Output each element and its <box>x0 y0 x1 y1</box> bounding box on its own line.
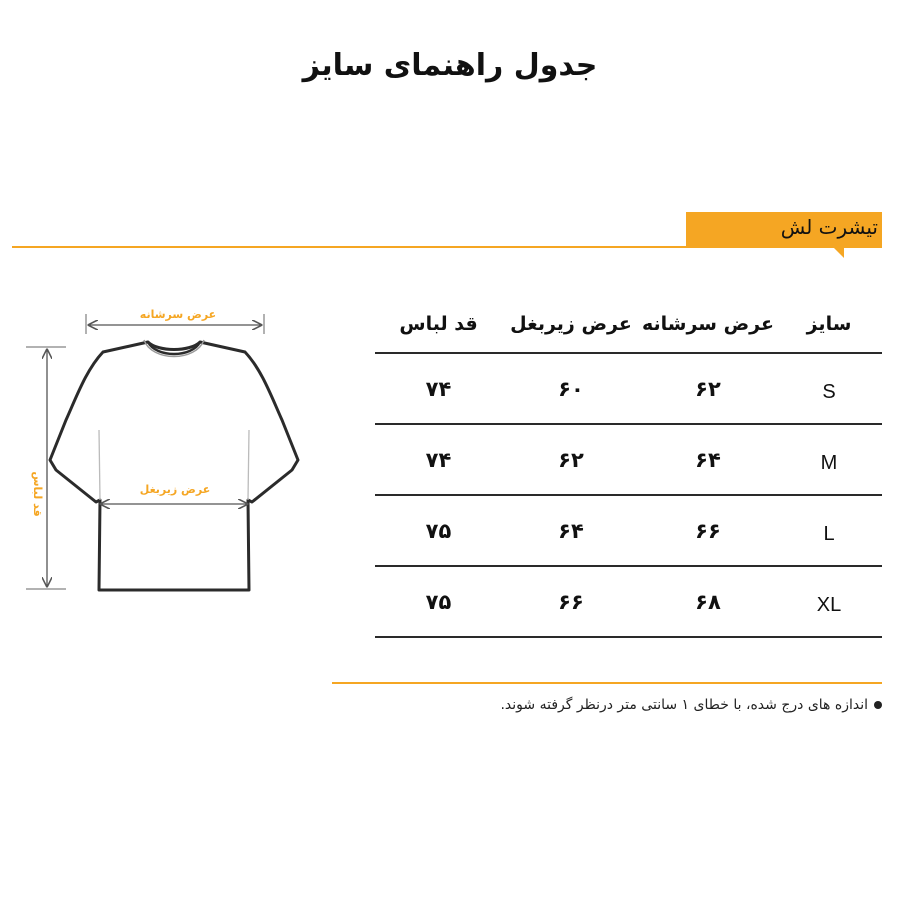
chest-cell: ۶۲ <box>502 424 640 495</box>
header-size: سایز <box>776 296 882 353</box>
product-label: تیشرت لش <box>780 215 878 239</box>
footer-divider <box>332 682 882 684</box>
chest-cell: ۶۴ <box>502 495 640 566</box>
size-cell: XL <box>776 566 882 637</box>
header-shoulder-width: عرض سرشانه <box>640 296 776 353</box>
header-length: قد لباس <box>375 296 502 353</box>
length-cell: ۷۵ <box>375 566 502 637</box>
chest-cell: ۶۶ <box>502 566 640 637</box>
tshirt-diagram <box>0 290 300 610</box>
size-cell: S <box>776 353 882 424</box>
table-header-row <box>375 296 882 353</box>
header-chest-width: عرض زیربغل <box>502 296 640 353</box>
length-cell: ۷۵ <box>375 495 502 566</box>
size-cell: L <box>776 495 882 566</box>
chest-width-label: عرض زیربغل <box>139 483 211 496</box>
shoulder-width-indicator <box>86 308 264 334</box>
page-title: جدول راهنمای سایز <box>302 48 598 83</box>
bullet-icon <box>874 701 882 709</box>
size-cell: M <box>776 424 882 495</box>
table-row <box>375 566 882 637</box>
tshirt-outline <box>50 340 298 590</box>
header-divider <box>12 246 686 248</box>
shoulder-cell: ۶۸ <box>640 566 776 637</box>
shoulder-cell: ۶۴ <box>640 424 776 495</box>
length-cell: ۷۴ <box>375 353 502 424</box>
length-cell: ۷۴ <box>375 424 502 495</box>
shoulder-width-label: عرض سرشانه <box>139 308 217 321</box>
table-row <box>375 495 882 566</box>
shoulder-cell: ۶۶ <box>640 495 776 566</box>
table-row <box>375 353 882 424</box>
table-row <box>375 424 882 495</box>
size-table <box>375 296 882 638</box>
length-label: قد لباس <box>31 471 44 517</box>
product-badge-tail <box>834 248 844 258</box>
measurement-note <box>500 697 882 713</box>
shoulder-cell: ۶۲ <box>640 353 776 424</box>
measurement-note-text: اندازه های درج شده، با خطای ۱ سانتی متر درنظر گرفته شوند. <box>500 697 868 713</box>
chest-cell: ۶۰ <box>502 353 640 424</box>
